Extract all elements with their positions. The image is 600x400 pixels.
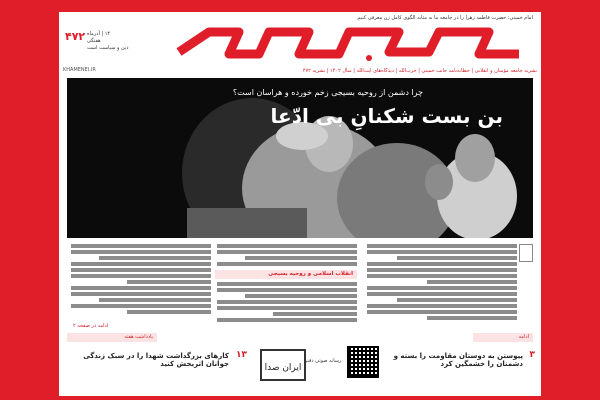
iran-sada-logo	[259, 346, 341, 390]
article-subhead: انقلاب اسلامی و روحیه بسیجی	[215, 270, 357, 279]
masthead	[59, 22, 541, 66]
issue-number: ۴۷۲	[65, 30, 86, 43]
issue-year: ۱۴ | آذرماه	[87, 31, 111, 37]
bottom-bar	[67, 332, 533, 344]
hero-image	[67, 78, 533, 238]
teaser-left-number: ۱۳	[236, 350, 247, 360]
teaser-right[interactable]	[385, 348, 535, 392]
teaser-left-text: کارهای بزرگداشت شهدا را در سبک زندگی جوانان اثربخش کنید	[83, 352, 229, 368]
masthead-logo[interactable]	[169, 22, 529, 64]
right-section-label: ادامه	[473, 333, 533, 342]
text-column-right	[367, 244, 517, 330]
issue-info	[65, 28, 145, 60]
stamp-graphic	[259, 346, 341, 390]
left-section-label: یادداشت هفته	[67, 333, 157, 342]
masthead-tagline: نشریه جامعه مؤمنان و انقلابی | خطابه‌نامه جانب خمینی | حزب‌الله | دیدگاه‌های آیت‌الله | سال ۱۴۰۲ | نشریه ۴۷۲	[302, 68, 537, 74]
hero-photo[interactable]	[67, 78, 533, 238]
teaser-right-number: ۳	[529, 350, 535, 360]
stamp-label: ایران صدا	[264, 363, 302, 373]
hero-kicker: چرا دشمن از روحیه بسیجی زخم خورده و هراسان است؟	[232, 88, 423, 97]
article-body	[67, 244, 533, 330]
teaser-left[interactable]	[67, 348, 247, 392]
issue-type: دین و سیاست است	[87, 45, 129, 51]
newspaper-page	[59, 12, 541, 396]
continued-link[interactable]: ادامه در صفحه ۲	[73, 323, 109, 329]
issue-frequency: هفتگی	[87, 38, 101, 44]
text-column-left	[71, 244, 211, 330]
site-brand: KHAMENEI.IR	[63, 67, 96, 73]
column-icon	[519, 244, 533, 262]
teaser-right-text: پیوستن به دوستان مقاومت را بسته و دشمنان را خشمگین کرد	[393, 352, 523, 368]
top-slogan: امام خمینی: حضرت فاطمه زهرا را در جامعه ما به مثابه الگوی کامل زن معرفی کنیم	[357, 15, 533, 21]
stamp-caption: رسانه صوتی دفتر	[304, 358, 341, 364]
logo-graphic	[169, 22, 529, 64]
qr-code[interactable]	[347, 346, 379, 378]
hero-headline[interactable]: بن بست شکنانِ بی ادّعا	[270, 104, 503, 128]
